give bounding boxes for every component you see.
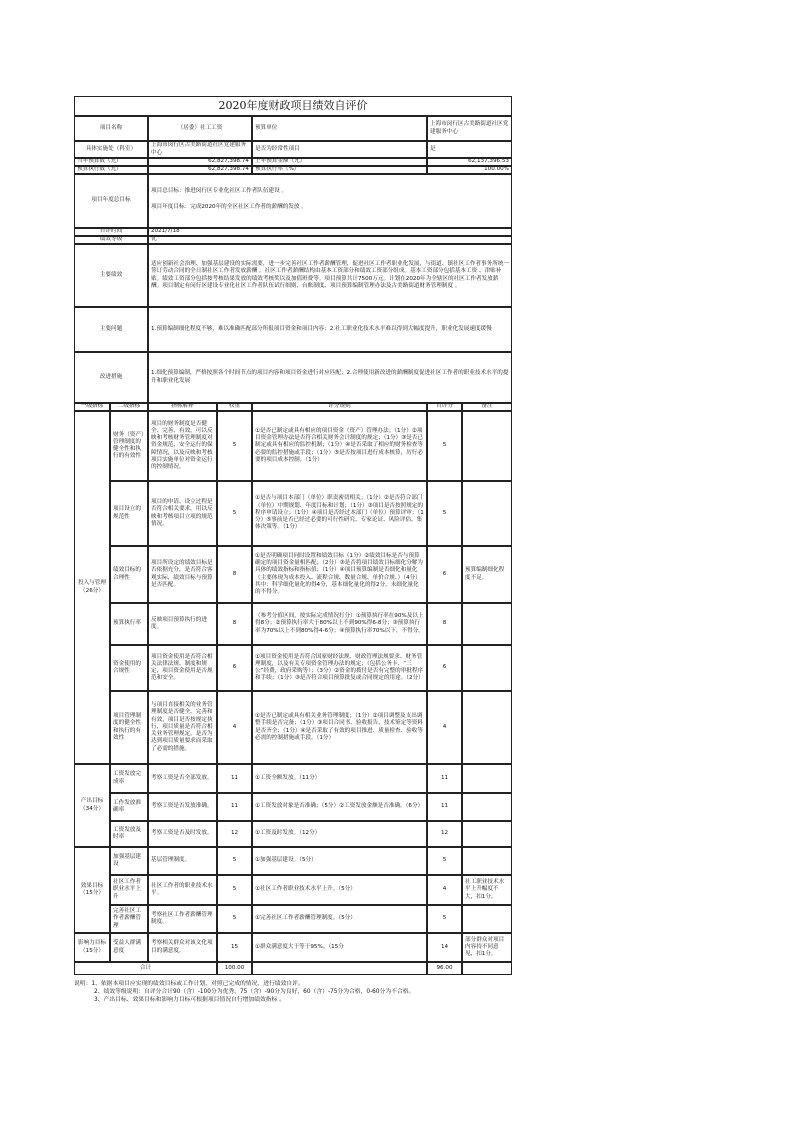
year-budget-label: 当年预算数（元）	[74, 158, 148, 166]
row-explain: 考察工资是否发放准确。	[148, 793, 217, 821]
header-lvl2: 二级指标	[110, 403, 148, 411]
row-weight: 5	[217, 411, 252, 481]
dept-label: 具体实施处（科室）	[74, 141, 148, 158]
issue-label: 主要问题	[74, 307, 148, 352]
row-note	[462, 691, 512, 764]
year-budget-value: 62,827,398.74	[148, 158, 252, 166]
row-explain: 社区工作者的职业技术水平。	[148, 875, 217, 905]
row-weight: 5	[217, 847, 252, 875]
row-indicator: 受益人群满意度	[110, 933, 148, 962]
row-weight: 6	[217, 645, 252, 691]
row-explain: 考察相关群众对该文化项目的满意度。	[148, 933, 217, 962]
total-weight: 100.00	[217, 962, 252, 975]
row-rule: ①社区工作者职业技术水平上升。（5分）	[252, 875, 427, 905]
header-lvl1: 一级指标	[74, 403, 110, 411]
group-effect: 效果目标（15分）	[74, 847, 110, 933]
row-note	[462, 603, 512, 645]
goal-label: 项目年度总目标	[74, 174, 148, 228]
total-label: 合计	[74, 962, 217, 975]
row-weight: 5	[217, 875, 252, 905]
header-weight: 权重	[217, 403, 252, 411]
row-explain: 反映项目预算执行的进度。	[148, 603, 217, 645]
sheet-title: 2020年度财政项目绩效自评价	[74, 96, 512, 116]
row-rule: ①工资发放对象是否准确；（5分）②工资发放金额是否准确。（6分）	[252, 793, 427, 821]
exec-rate-value: 100.00%	[427, 166, 512, 174]
perf-label: 主要绩效	[74, 244, 148, 307]
total-note-empty	[462, 962, 512, 975]
row-rule: ①工资全额发放。（11分）	[252, 764, 427, 793]
budget-unit-label: 预算单位	[252, 116, 427, 141]
row-indicator: 完善社区工作者薪酬管理	[110, 905, 148, 933]
total-score: 96.00	[427, 962, 462, 975]
row-score: 5	[427, 905, 462, 933]
row-note	[462, 645, 512, 691]
row-indicator: 工作发放准确率	[110, 793, 148, 821]
footnote-1: 说明：1、依据本项目应实现的绩效目标或工作计划，对照已完成的情况，进行绩效自评。	[74, 981, 304, 987]
row-weight: 5	[217, 905, 252, 933]
row-rule: ①工资及时发放。（12分）	[252, 821, 427, 847]
row-indicator: 社区工作者职业水平上升	[110, 875, 148, 905]
dept-value: 上海市闵行区古美路街道社区党建服务中心	[148, 141, 252, 158]
row-indicator: 加强基层建设	[110, 847, 148, 875]
row-rule: ①是否明确项目同时设置和绩效目标（1分）②绩效目标是否与预算确定的项目资金量相匹配；（2分）③是否将项目绩效目标细化分解为具体的绩效指标和指标值；（1分）④项目预算编制是否细化和量化（主要体现为成本投入、流程合规、数量合规、单价合规、）（4分）其中：科学细化量化的得4分，基本细化量化的得2分，未细化量化的不得分。	[252, 546, 427, 603]
improve-value: 1.细化预算编制，严格按照各个时间节点的项目内容和项目资金进行对应匹配；2.合理使用新改进的薪酬制度促进社区工作者的职业技术水平的提升和职业化发展	[148, 352, 512, 403]
eval-time-label: 自评时间	[74, 228, 148, 236]
row-rule: ①完善社区工作者薪酬管理制度。（5分）	[252, 905, 427, 933]
row-note	[462, 411, 512, 481]
perf-value: 适应创新社会治理、加强基层建设的实际需要，进一步完善社区工作者薪酬管理，促进社区工作者职业化发展，与街道、镇社区工作者事务所统一签订劳动合同的全日制社区工作者发放薪酬 。社区工作者薪酬结构由基本工资部分和绩效工资部分组成。基本工资部分包括基本工资 、津贴补贴。绩效工资部分包括按考核结果发放的绩效考核奖以及加值班费等。项目预算共计7500万元。计划在2020年为全辖区的社区工作者发放薪酬。项目制定有闵行区建设专业化社区工作者队伍试行细则、台账制度、项目预算编制管理办法及古美路街道财务管理制度 。	[148, 244, 512, 307]
exec-rate-label: 预算执行率（%）	[252, 166, 427, 174]
goal-value	[148, 174, 512, 228]
row-explain: 与项目直接相关的业务管理制度是否健全、完善和有效，项目是否按规定执行，项目质量是否符合相关业务管理规定，是否为达到项目质量要求而采取了必需的措施。	[148, 691, 217, 764]
row-rule: ①是否已制定或具有相关业务管理制度；（1分）②项目调整及支出调整手续是否完备；（1分）③项目合同书、验收报告、技术鉴定等资料是否齐全；（1分）④是否采取了有效的项目推进、质量检查、验收等必需的控制措施或手段。（1分）	[252, 691, 427, 764]
row-rule: ①项目资金使用是否符合国家财经法规、财政管理法规要求、财务管理制度，以及有关专项资金管理办法的规定；（包括公务卡、“三公”经费，政府采购等）；（3分）②资金的拨付是否有完整的审批程序和手续；（1分）③是否符合项目预算批复或合同规定的用途。（2分）	[252, 645, 427, 691]
header-rule: 评分规则	[252, 403, 427, 411]
row-indicator: 绩效目标的合理性	[110, 546, 148, 603]
row-explain: 考察社区工作者薪酬管理制度。	[148, 905, 217, 933]
row-rule: ①是否已制定或具有相应的项目资金（资产）管理办法；（1分）②项目资金管理办法是否符合相关财务会计制度的规定；（1分）③是否已制定或具有相应的监控机制；（1分）④是否采取了相应的财务检查等必要的监控措施或手段；（1分）⑤是否按项目进行成本核算，厉行必要的项目成本控制。（1分）	[252, 411, 427, 481]
footnote-2: 2、绩效等级说明：自评分合计90（含）-100分为优秀，75（含）-90分为良好，60（含）-75分为合格，0-60分为不合格。	[94, 988, 415, 995]
grade-label: 绩效等级	[74, 236, 148, 244]
row-rule: （参考分值区间，按实际完成情况打分）①预算执行率在90%及以上得8分；②预算执行率大于80%以上不到90%得6-8分；③预算执行率为70%以上不到80%得4-6分；④预算执行率70%以下，不得分。	[252, 603, 427, 645]
row-rule: ①群众满意度大于等于95%。（15分	[252, 933, 427, 962]
row-explain: 项目的申请、设立过程是否符合相关要求，用以反映和考核项目立项的规范情况。	[148, 481, 217, 546]
row-weight: 8	[217, 603, 252, 645]
row-note	[462, 481, 512, 546]
row-weight: 11	[217, 764, 252, 793]
row-weight: 5	[217, 481, 252, 546]
row-explain: 项目的财务制度是否健全、完善、有效，可以反映和考核财务管理制度对资金规范、安全运行的保障情况，以及反映和考核项目实施单位对资金运行的控制情况。	[148, 411, 217, 481]
row-score: 12	[427, 821, 462, 847]
issue-value: 1.预算编制细化程度不够，难以准确匹配部分所报项目资金和项目内容；2.社工职业化技术水平难以得到大幅度提升，职业化发展速度缓慢	[148, 307, 512, 352]
row-indicator: 工资发放完成率	[110, 764, 148, 793]
row-note	[462, 847, 512, 875]
recurring-label: 是否为经常性项目	[252, 141, 427, 158]
row-score: 5	[427, 411, 462, 481]
row-score: 6	[427, 645, 462, 691]
row-indicator: 预算执行率	[110, 603, 148, 645]
row-weight: 4	[217, 691, 252, 764]
group-output: 产出目标（34分）	[74, 764, 110, 847]
row-note	[462, 764, 512, 793]
row-score: 11	[427, 764, 462, 793]
row-indicator: 项目管理制度的健全性和执行的有效性	[110, 691, 148, 764]
last-budget-value: 62,137,396.53	[427, 158, 512, 166]
row-note	[462, 905, 512, 933]
row-explain: 考察工资是否及时发放。	[148, 821, 217, 847]
row-score: 4	[427, 691, 462, 764]
last-budget-label: 上年预算金额（元）	[252, 158, 427, 166]
footnotes	[74, 981, 514, 1004]
row-score: 5	[427, 481, 462, 546]
total-rule-empty	[252, 962, 427, 975]
project-name-label: 项目名称	[74, 116, 148, 141]
group-influence: 影响力目标（15分）	[74, 933, 110, 962]
row-weight: 12	[217, 821, 252, 847]
goal-year: 项目年度目标：完成2020年的全区社区工作者的薪酬的发放 。	[151, 204, 307, 211]
header-note: 备注	[462, 403, 512, 411]
row-explain: 基层管理制度。	[148, 847, 217, 875]
row-score: 5	[427, 847, 462, 875]
eval-time-value: 2021/7/18	[148, 228, 512, 236]
recurring-value: 是	[427, 141, 512, 158]
row-weight: 11	[217, 793, 252, 821]
exec-value: 62,827,398.74	[148, 166, 252, 174]
row-explain: 项目所设定的绩效目标是否依据充分，是否符合客观实际，绩效目标与预算是否匹配。	[148, 546, 217, 603]
row-note: 部分群众对项目内容持不同意见，扣1分。	[462, 933, 512, 962]
goal-total: 项目总目标：推进闵行区专业化社区工作者队伍建设 。	[151, 188, 288, 194]
row-rule: ①是否与项目本部门（单位）职责密切相关；（1分）②是否符合部门（单位）中期规划、年度目标和计划；（1分）③项目是否按照规定的程序申请设立；（1分）④项目是否经过本部门（单位）预算评审；（1分）⑤事前是否已经过必要的可行性研究、专家论证、风险评估、集体决策等。（1分）	[252, 481, 427, 546]
header-explain: 指标解释	[148, 403, 217, 411]
row-explain: 考察工资是否全部发放。	[148, 764, 217, 793]
row-note	[462, 793, 512, 821]
footnote-3: 3、产出目标、效果目标和影响力目标可根据项目情况自行增加绩效指标 。	[94, 996, 286, 1003]
row-score: 14	[427, 933, 462, 962]
row-indicator: 工资发放及时率	[110, 821, 148, 847]
row-weight: 15	[217, 933, 252, 962]
budget-unit-value: 上海市闵行区古美路街道社区党建服务中心	[427, 116, 512, 141]
row-explain: 项目资金使用是否符合相关法律法规、制度和规定，项目资金使用是否规范和安全。	[148, 645, 217, 691]
row-note: 社工职业技术水平上升幅度不大，扣1分。	[462, 875, 512, 905]
improve-label: 改进措施	[74, 352, 148, 403]
row-note	[462, 821, 512, 847]
row-rule: ①加强基层建设。（5分）	[252, 847, 427, 875]
row-indicator: 财务（资产）管理制度的健全性和执行的有效性	[110, 411, 148, 481]
row-score: 4	[427, 875, 462, 905]
row-indicator: 项目设立的规范性	[110, 481, 148, 546]
row-note: 预算编制细化程度不足。	[462, 546, 512, 603]
grade-value: 优	[148, 236, 512, 244]
row-score: 8	[427, 603, 462, 645]
row-score: 11	[427, 793, 462, 821]
exec-label: 预算执行数（元）	[74, 166, 148, 174]
row-indicator: 资金使用的合规性	[110, 645, 148, 691]
group-input-management: 投入与管理（26分）	[74, 411, 110, 764]
header-score: 自评分	[427, 403, 462, 411]
row-weight: 8	[217, 546, 252, 603]
row-score: 6	[427, 546, 462, 603]
project-name-value: （居委）社工工资	[148, 116, 252, 141]
